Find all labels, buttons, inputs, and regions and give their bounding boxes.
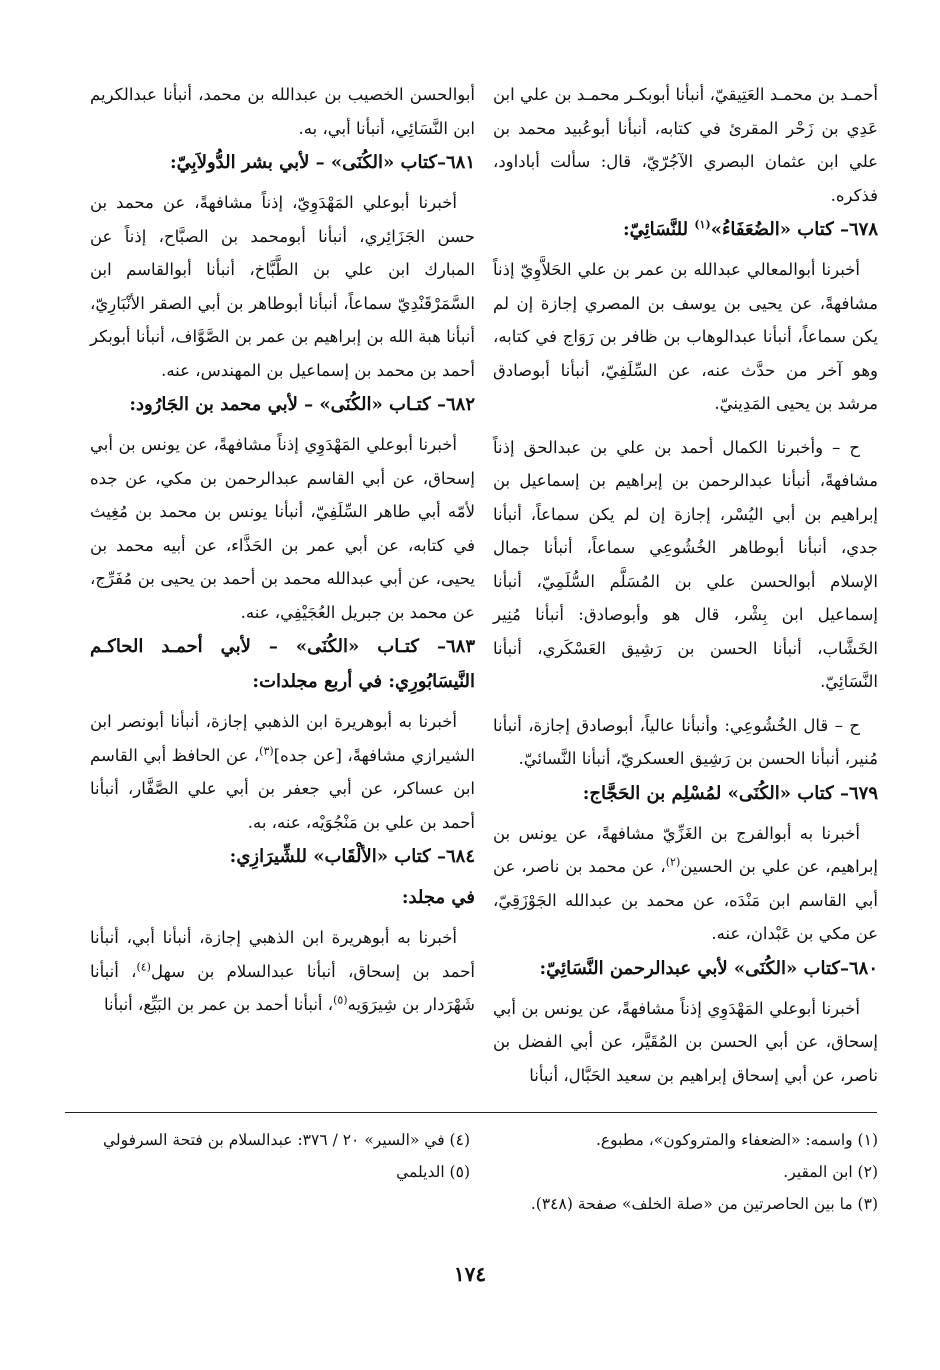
- footnotes-right: [498, 1124, 878, 1220]
- left-column: [90, 78, 475, 1022]
- paragraph: أخبرنا أبوعلي المَهْدَوِي إذناً مشافهةً، عن يونس بن أبي إسحاق، عن أبي القاسم عبدالرحمن بن مكي، عن جده لأمّه أبي طاهر السِّلَفِيّ، أنبأنا يونس بن محمد بن مُغِيث في كتابه، عن أبي عمر بن الحَذَّاء، عن أبيه محمد بن يحيى، عن أبي عبدالله محمد بن أحمد بن يحيى بن مُفَرِّج، عن محمد بن جبريل العُجَيْفِي، عنه.: [90, 435, 475, 622]
- section-heading-678: ٦٧٨– كتاب «الضُعَفَاءُ»$^{(١)}$ للنَّسَائِيّ:: [622, 218, 878, 240]
- footnote: (١) واسمه: «الضعفاء والمتروكون»، مطبوع.: [595, 1131, 878, 1149]
- footnote: (٢) ابن المقير.: [783, 1163, 878, 1181]
- paragraph: أبوالحسن الخصيب بن عبدالله بن محمد، أنبأنا عبدالكريم ابن النَّسَائِي، أنبأنا أبي، به.: [90, 85, 475, 138]
- section-heading-684: ٦٨٤– كتاب «الألْقَاب» للشِّيرَازِي:: [229, 846, 475, 867]
- paragraph: أخبرنا أبوالمعالي عبدالله بن عمر بن علي الحَلاَّوِيّ إذناً مشافهةً، عن يحيى بن يوسف بن المصري إجازة إن لم يكن سماعاً، أنبأنا عبدالوهاب بن ظافر بن رَوَاج في كتابه، وهو آخر من حدَّث عنه، عن السِّلَفِيّ، أنبأنا أبوصادق مرشد بن يحيى المَدِينيّ.: [493, 260, 878, 413]
- footnote-ref: (١): [694, 218, 711, 231]
- section-heading-681: ٦٨١–كتاب «الكُنَى» – لأبي بشر الدُّولاَبِيّ:: [170, 152, 475, 173]
- paragraph: أحمـد بن محمـد العَتِيقيّ، أنبأنا أبوبكـر محمـد بن علي ابن عَدِي بن زَحْر المقرئ في كتابه، أنبأنا أبوعُبيد محمد بن علي ابن عثمان البصري الآجُرّيّ، قال: سألت أباداود، فذكره.: [493, 85, 878, 205]
- footnote: (٥) الديلمي: [396, 1163, 470, 1181]
- section-heading-683: ٦٨٣– كتـاب «الكُنَى» – لأبي أحمـد الحاكـم النَّيسَابُورِي: في أربع مجلدات:: [90, 636, 475, 692]
- footnote-ref: (٣): [259, 744, 274, 757]
- footnote-ref: (٤): [136, 960, 151, 973]
- footnote: (٤) في «السير» ٢٠ / ٣٧٦: عبدالسلام بن فتحة السرفولي: [102, 1131, 470, 1149]
- paragraph: أخبرنا أبوعلي المَهْدَوِي إذناً مشافهةً، عن يونس بن أبي إسحاق، عن أبي الحسن بن المُقَيَّر، عن أبي الفضل بن ناصر، عن أبي إسحاق إبراهيم بن سعيد الحَبَّال، أنبأنا: [493, 998, 878, 1085]
- section-heading-680: ٦٨٠–كتاب «الكُنَى» لأبي عبدالرحمن النَّسَائِيّ:: [539, 957, 878, 979]
- subheading: في مجلد:: [401, 887, 475, 908]
- paragraph: أخبرنا به أبوهريرة ابن الذهبي إجازة، أنبأنا أبونصر ابن الشيرازي مشافهةً، [عن جده]$^{(٣)}$، عن الحافظ أبي القاسم ابن عساكر، عن أبي جعفر بن أبي علي الصَّفَّار، أنبأنا أحمد بن علي بن مَنْجُوَيْه، عنه، به.: [90, 712, 475, 832]
- footnotes-left: [90, 1124, 470, 1188]
- footnote-divider: [65, 1112, 877, 1113]
- paragraph: ح – قال الخُشُوعِي: وأنبأنا عالياً، أبوصادق إجازة، أنبأنا مُنير، أنبأنا الحسن بن رَشِيق العسكريّ، أنبأنا النَّسائيّ.: [493, 715, 878, 768]
- page-number: ١٧٤: [453, 1262, 487, 1286]
- footnote-ref: (٢): [665, 855, 681, 869]
- paragraph: ح – وأخبرنا الكمال أحمد بن علي بن عبدالحق إذناً مشافهةً، أنبأنا عبدالرحمن بن إبراهيم بن إسماعيل بن إبراهيم بن أبي اليُسْر، إجازة إن لم يكن سماعاً، أنبأنا جدي، أنبأنا أبوطاهر الخُشُوعِي سماعاً، أنبأنا جمال الإسلام أبوالحسن علي بن المُسَلَّم السُّلَمِيّ، أنبأنا إسماعيل ابن بِشْر، قال هو وأبوصادق: أنبأنا مُنِير الخَشَّاب، أنبأنا الحسن بن رَشِيق العَسْكَري، أنبأنا النَّسَائِيّ.: [493, 437, 878, 691]
- footnote-ref: (٥): [333, 993, 348, 1007]
- right-column: [493, 78, 878, 1092]
- paragraph: أخبرنا به أبوالفرج بن الغَزِّيّ مشافهةً، عن يونس بن إبراهيم، عن علي بن الحسين$^{(٢)}$، عن محمد بن ناصر، عن أبي القاسم ابن مَنْدَه، عن محمد بن عبدالله الجَوْزَقِيّ، عن مكي بن عَبْدان، عنه.: [493, 823, 878, 943]
- footnote: (٣) ما بين الحاصرتين من «صلة الخلف» صفحة (٣٤٨).: [530, 1195, 878, 1213]
- paragraph: أخبرنا به أبوهريرة ابن الذهبي إجازة، أنبأنا أبي، أنبأنا أحمد بن إسحاق، أنبأنا عبدالسلام بن سهل$^{(٤)}$، أنبأنا شَهْرَدار بن شِيرَوَيه$^{(٥)}$، أنبأنا أحمد بن عمر بن البَيِّع، أنبأنا: [90, 928, 475, 1014]
- paragraph: أخبرنا أبوعلي المَهْدَوِيّ، إذناً مشافهةً، عن محمد بن حسن الجَزَائِري، أنبأنا أبومحمد بن الصبَّاح، إذناً عن المبارك ابن علي بن الطَّبَّاخ، أنبأنا أبوالقاسم ابن السَّمَرْقَنْدِيّ سماعاً، أنبأنا أبوطاهر بن أبي الصقر الأنْبَارِيّ، أنبأنا هبة الله بن إبراهيم بن عمر بن الصَّوَّاف، أنبأنا أبوبكر أحمد بن محمد بن إسماعيل بن المهندس، عنه.: [90, 193, 475, 380]
- section-heading-679: ٦٧٩– كتاب «الكُنَى» لمُسْلِم بن الحَجَّاج:: [582, 782, 878, 804]
- section-heading-682: ٦٨٢– كتـاب «الكُنَى» – لأبي محمد بن الجَارُود:: [129, 394, 475, 415]
